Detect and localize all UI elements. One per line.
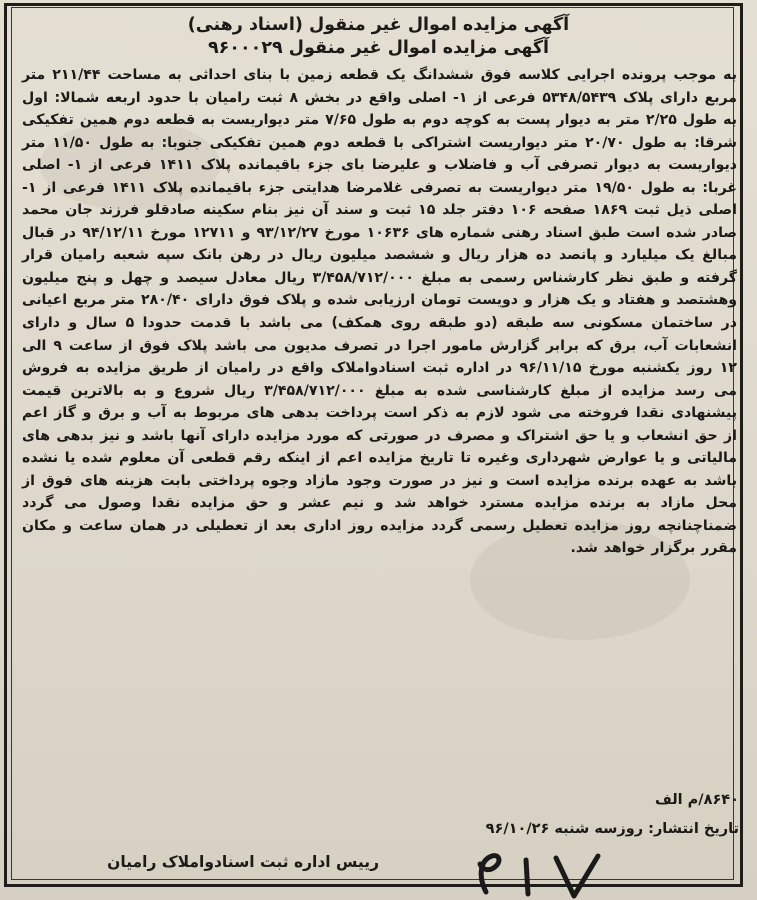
notice-body: به موجب پرونده اجرایی کلاسه فوق ششدانگ یک قطعه زمین با بنای احداثی به مساحت ۲۱۱/۴۴ متر مربع دارای پلاک ۵۳۴۸/۵۴۳۹ فرعی از ۱- اصلی واقع در بخش ۸ ثبت رامیان با حدود اربعه شمالا: اول به طول ۲/۲۵ متر به دیوار پست به کوچه دوم به طول ۷/۶۵ متر دیواریست به قطعه دوم همین تفکیکی شرقا: به طول ۲۰/۷۰ متر دیواریست اشتراکی با قطعه دوم همین تفکیکی جنوبا: به طول ۱۱/۵۰ متر دیواریست به دیوار تصرفی آب و فاضلاب و علیرضا بای جزء باقیمانده پلاک ۱۴۱۱ فرعی از ۱- اصلی غربا: به طول ۱۹/۵۰ متر دیواریست به تصرفی غلامرضا هدایتی جزء باقیمانده پلاک ۱۴۱۱ فرعی از ۱- اصلی ذیل ثبت ۱۸۶۹ صفحه ۱۰۶ دفتر جلد ۱۵ ثبت و سند آن نیز بنام سکینه صادقلو فرزند جان محمد صادر شده است طبق اسناد رهنی شماره های ۱۰۶۳۶ مورخ ۹۳/۱۲/۲۷ و ۱۲۷۱۱ مورخ ۹۴/۱۲/۱۱ در قبال مبالغ یک میلیارد و پانصد ده هزار ریال و ششصد میلیون ریال در رهن بانک سپه شعبه رامیان قرار گرفته و طبق نظر کارشناس رسمی به مبلغ ۳/۴۵۸/۷۱۲/۰۰۰ ریال معادل سیصد و چهل و پنج میلیون وهشتصد و هفتاد و یک هزار و دویست تومان ارزیابی شده و پلاک فوق دارای ۲۸۰/۴۰ متر مربع اعیانی در ساختمان مسکونی سه طبقه (دو طبقه روی همکف) می باشد با قدمت حدودا ۵ سال و دارای انشعابات آب، برق که برابر گزارش مامور اجرا در تصرف مدیون می باشد پلاک فوق از ساعت ۹ الی ۱۲ روز یکشنبه مورخ ۹۶/۱۱/۱۵ در اداره ثبت اسنادواملاک واقع در رامیان از طریق مزایده به فروش می رسد مزایده از مبلغ کارشناسی شده به مبلغ ۳/۴۵۸/۷۱۲/۰۰۰ ریال شروع و به بالاترین قیمت پیشنهادی نقدا فروخته می شود لازم به ذکر است پرداخت بدهی های مربوط به آب و برق و گاز اعم از حق انشعاب و یا حق اشتراک و مصرف در صورتی که مورد مزایده دارای آنها باشد و نیز بدهی های مالیاتی و یا عوارض شهرداری وغیره تا تاریخ مزایده اعم از اینکه رقم قطعی آن معلوم شده یا نشده باشد به عهده برنده مزایده است و نیز در صورت وجود مازاد وجوه پرداختی بابت هزینه های فوق از محل مازاد به برنده مزایده مسترد خواهد شد و نیم عشر و حق مزایده نقدا وصول می گردد ضمناچنانچه روز مزایده تعطیل رسمی گردد مزایده روز اداری بعد از تعطیلی در همان ساعت و مکان مقرر برگزار خواهد شد. bbox=[22, 67, 738, 557]
notice-title: آگهی مزایده اموال غیر منقول (اسناد رهنی) bbox=[187, 15, 570, 35]
publish-date: تاریخ انتشار: روزسه شنبه ۹۶/۱۰/۲۶ bbox=[485, 821, 739, 837]
notice-subtitle: آگهی مزایده اموال غیر منقول ۹۶۰۰۰۲۹ bbox=[207, 38, 550, 58]
reference-number: ۸۶۴۰/م الف bbox=[654, 792, 739, 808]
signature-line: رییس اداره ثبت اسنادواملاک رامیان bbox=[107, 853, 379, 871]
handwritten-number bbox=[468, 846, 608, 900]
